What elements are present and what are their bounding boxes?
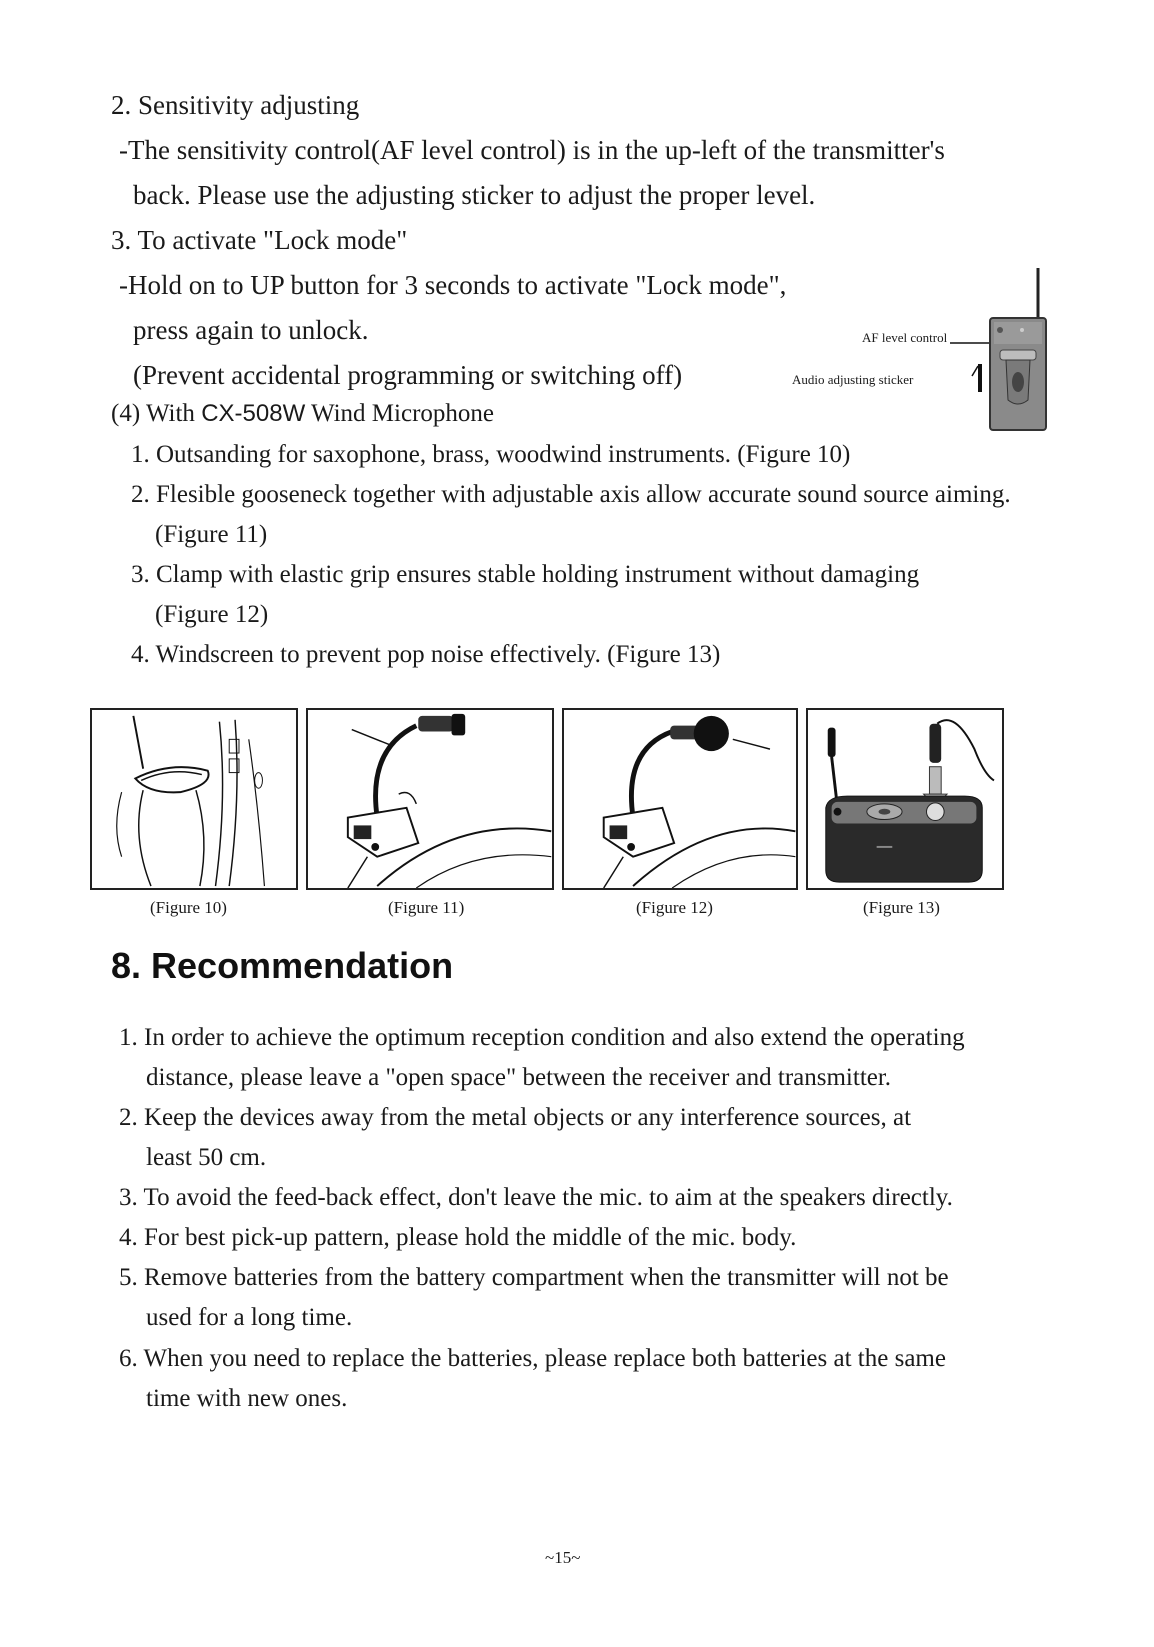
recommendation-line-5: 3. To avoid the feed-back effect, don't leave the mic. to aim at the speakers directly.	[119, 1184, 953, 1211]
recommendation-line-1: 1. In order to achieve the optimum reception condition and also extend the operating	[119, 1024, 965, 1051]
recommendation-line-2: distance, please leave a "open space" between the receiver and transmitter.	[146, 1064, 892, 1091]
wind-mic-heading	[111, 400, 494, 428]
wind-mic-suffix: Wind Microphone	[305, 400, 495, 427]
audio-sticker-label: Audio adjusting sticker	[792, 372, 914, 387]
recommendation-line-4: least 50 cm.	[146, 1144, 267, 1171]
lock-line2: press again to unlock.	[133, 315, 369, 345]
caption-figure-10: (Figure 10)	[150, 898, 227, 917]
figure-10	[90, 708, 298, 890]
caption-figure-11: (Figure 11)	[388, 898, 465, 917]
sensitivity-title: 2. Sensitivity adjusting	[111, 90, 360, 120]
figure-12	[562, 708, 798, 890]
lock-title: 3. To activate "Lock mode"	[111, 225, 408, 255]
wind-mic-item-2: 2. Flesible gooseneck together with adjustable axis allow accurate sound source aiming.	[131, 481, 1011, 508]
wind-mic-prefix: (4) With	[111, 400, 202, 427]
af-level-label: AF level control	[862, 330, 948, 345]
recommendation-line-10: time with new ones.	[146, 1385, 348, 1412]
transmitter-illustration	[930, 268, 1050, 438]
recommendation-line-6: 4. For best pick-up pattern, please hold the middle of the mic. body.	[119, 1224, 797, 1251]
caption-figure-12: (Figure 12)	[636, 898, 713, 917]
saxophone-mic-illustration	[92, 710, 296, 888]
recommendation-line-8: used for a long time.	[146, 1304, 353, 1331]
caption-figure-13: (Figure 13)	[863, 898, 940, 917]
wind-mic-item-4: 4. Windscreen to prevent pop noise effectively. (Figure 13)	[131, 641, 721, 668]
figure-11	[306, 708, 554, 890]
recommendation-line-9: 6. When you need to replace the batteries, please replace both batteries at the same	[119, 1345, 946, 1372]
page-number: ~15~	[545, 1548, 581, 1567]
clamp-mic-illustration	[564, 710, 796, 888]
recommendation-heading: 8. Recommendation	[111, 945, 454, 986]
figure-13	[806, 708, 1004, 890]
lock-line1: -Hold on to UP button for 3 seconds to activate "Lock mode",	[119, 270, 787, 300]
wind-mic-item-1: 1. Outsanding for saxophone, brass, woodwind instruments. (Figure 10)	[131, 441, 851, 468]
sensitivity-line1: -The sensitivity control(AF level control) is in the up-left of the transmitter's	[119, 135, 945, 165]
gooseneck-mic-illustration	[308, 710, 552, 888]
windscreen-receiver-illustration	[808, 710, 1002, 888]
lock-line3: (Prevent accidental programming or switching off)	[133, 360, 683, 390]
wind-mic-model: CX-508W	[201, 400, 306, 427]
wind-mic-item-3-cont: (Figure 12)	[155, 601, 269, 628]
sensitivity-line2: back. Please use the adjusting sticker to adjust the proper level.	[133, 180, 816, 210]
recommendation-line-7: 5. Remove batteries from the battery compartment when the transmitter will not be	[119, 1264, 949, 1291]
recommendation-line-3: 2. Keep the devices away from the metal objects or any interference sources, at	[119, 1104, 912, 1131]
wind-mic-item-2-cont: (Figure 11)	[155, 521, 268, 548]
wind-mic-item-3: 3. Clamp with elastic grip ensures stable holding instrument without damaging	[131, 561, 920, 588]
